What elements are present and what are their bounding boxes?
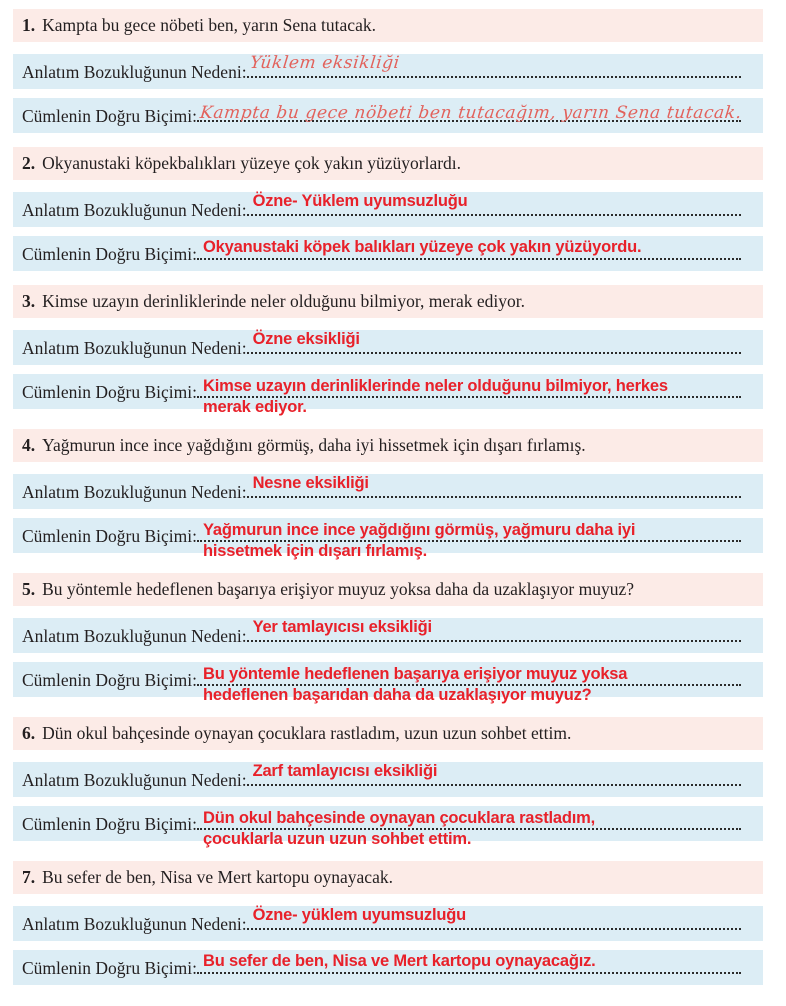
question-row [13, 285, 763, 318]
question-row [13, 9, 763, 42]
worksheet-item [0, 429, 786, 560]
reason-answer-text: Özne eksikliği [252, 330, 360, 348]
correct-form-answer-blank [197, 809, 741, 848]
question-number: 1. [22, 14, 36, 35]
reason-row [13, 330, 763, 365]
worksheet-item [0, 9, 786, 133]
question-number: 7. [22, 866, 36, 887]
reason-label: Anlatım Bozukluğunun Nedeni: [22, 482, 247, 502]
correct-form-label: Cümlenin Doğru Biçimi: [22, 106, 197, 126]
correct-form-row [13, 662, 763, 704]
reason-row [13, 906, 763, 941]
reason-row [13, 762, 763, 797]
correct-form-answer-blank [197, 238, 741, 260]
question-text: Bu sefer de ben, Nisa ve Mert kartopu oynayacak. [42, 866, 393, 887]
correct-form-label: Cümlenin Doğru Biçimi: [22, 958, 197, 978]
correct-form-row [13, 518, 763, 560]
correct-form-row [13, 98, 763, 133]
correct-form-answer-line: hedeflenen başarıdan daha da uzaklaşıyor muyuz? [203, 686, 592, 704]
question-row [13, 861, 763, 894]
reason-row [13, 54, 763, 89]
reason-row [13, 192, 763, 227]
worksheet-item [0, 285, 786, 416]
correct-form-row [13, 374, 763, 416]
question-text: Yağmurun ince ince yağdığını görmüş, daha iyi hissetmek için dışarı fırlamış. [42, 434, 586, 455]
reason-label: Anlatım Bozukluğunun Nedeni: [22, 200, 247, 220]
correct-form-row [13, 806, 763, 848]
question-row [13, 573, 763, 606]
correct-form-answer-text [203, 808, 595, 850]
question-row [13, 429, 763, 462]
reason-answer-text: Yüklem eksikliği [248, 53, 401, 73]
reason-answer-blank [247, 762, 741, 786]
correct-form-answer-line: merak ediyor. [203, 398, 307, 416]
reason-answer-blank [247, 53, 741, 78]
reason-answer-text: Özne- yüklem uyumsuzluğu [252, 906, 466, 924]
reason-answer-text: Zarf tamlayıcısı eksikliği [252, 762, 438, 780]
question-number: 5. [22, 578, 36, 599]
reason-row [13, 474, 763, 509]
correct-form-answer-text [203, 664, 627, 706]
question-text: Okyanustaki köpekbalıkları yüzeye çok yakın yüzüyorlardı. [42, 152, 462, 173]
reason-answer-text: Yer tamlayıcısı eksikliği [252, 618, 432, 636]
reason-label: Anlatım Bozukluğunun Nedeni: [22, 338, 247, 358]
correct-form-answer-text [203, 520, 635, 562]
reason-answer-blank [247, 906, 741, 930]
correct-form-answer-blank [197, 377, 741, 416]
reason-answer-text: Nesne eksikliği [252, 474, 369, 492]
correct-form-answer-blank [197, 665, 741, 704]
items-container [0, 9, 786, 985]
correct-form-label: Cümlenin Doğru Biçimi: [22, 382, 197, 402]
correct-form-answer-blank [197, 521, 741, 560]
correct-form-answer-line: hissetmek için dışarı fırlamış. [203, 542, 427, 560]
correct-form-answer-line: Bu yöntemle hedeflenen başarıya erişiyor muyuz yoksa [203, 665, 628, 683]
reason-label: Anlatım Bozukluğunun Nedeni: [22, 914, 247, 934]
reason-answer-text: Özne- Yüklem uyumsuzluğu [252, 192, 468, 210]
worksheet-item [0, 861, 786, 985]
correct-form-answer-blank [197, 952, 741, 974]
correct-form-answer-text [203, 376, 668, 418]
question-number: 6. [22, 722, 36, 743]
correct-form-answer-text: Kampta bu gece nöbeti ben tutacağım, yarın Sena tutacak. [199, 103, 743, 123]
worksheet-item [0, 717, 786, 848]
correct-form-answer-text: Bu sefer de ben, Nisa ve Mert kartopu oynayacağız. [203, 952, 596, 970]
reason-answer-blank [247, 618, 741, 642]
question-text: Kimse uzayın derinliklerinde neler olduğunu bilmiyor, merak ediyor. [42, 290, 525, 311]
correct-form-label: Cümlenin Doğru Biçimi: [22, 814, 197, 834]
question-number: 3. [22, 290, 36, 311]
reason-label: Anlatım Bozukluğunun Nedeni: [22, 62, 247, 82]
correct-form-answer-line: Yağmurun ince ince yağdığını görmüş, yağmuru daha iyi [203, 521, 636, 539]
reason-answer-blank [247, 474, 741, 498]
reason-answer-blank [247, 192, 741, 216]
worksheet-item [0, 147, 786, 271]
question-text: Dün okul bahçesinde oynayan çocuklara rastladım, uzun uzun sohbet ettim. [42, 722, 572, 743]
question-text: Bu yöntemle hedeflenen başarıya erişiyor muyuz yoksa daha da uzaklaşıyor muyuz? [42, 578, 635, 599]
correct-form-answer-blank [197, 103, 743, 123]
correct-form-row [13, 236, 763, 271]
correct-form-row [13, 950, 763, 985]
correct-form-answer-text: Okyanustaki köpek balıkları yüzeye çok yakın yüzüyordu. [203, 238, 642, 256]
question-number: 2. [22, 152, 36, 173]
correct-form-answer-line: çocuklarla uzun uzun sohbet ettim. [203, 830, 472, 848]
reason-row [13, 618, 763, 653]
question-row [13, 717, 763, 750]
reason-label: Anlatım Bozukluğunun Nedeni: [22, 626, 247, 646]
correct-form-answer-line: Dün okul bahçesinde oynayan çocuklara rastladım, [203, 809, 596, 827]
question-row [13, 147, 763, 180]
question-number: 4. [22, 434, 36, 455]
correct-form-label: Cümlenin Doğru Biçimi: [22, 526, 197, 546]
correct-form-label: Cümlenin Doğru Biçimi: [22, 244, 197, 264]
reason-answer-blank [247, 330, 741, 354]
correct-form-answer-line: Kimse uzayın derinliklerinde neler olduğunu bilmiyor, herkes [203, 377, 668, 395]
question-text: Kampta bu gece nöbeti ben, yarın Sena tutacak. [42, 14, 376, 35]
correct-form-label: Cümlenin Doğru Biçimi: [22, 670, 197, 690]
worksheet-item [0, 573, 786, 704]
reason-label: Anlatım Bozukluğunun Nedeni: [22, 770, 247, 790]
